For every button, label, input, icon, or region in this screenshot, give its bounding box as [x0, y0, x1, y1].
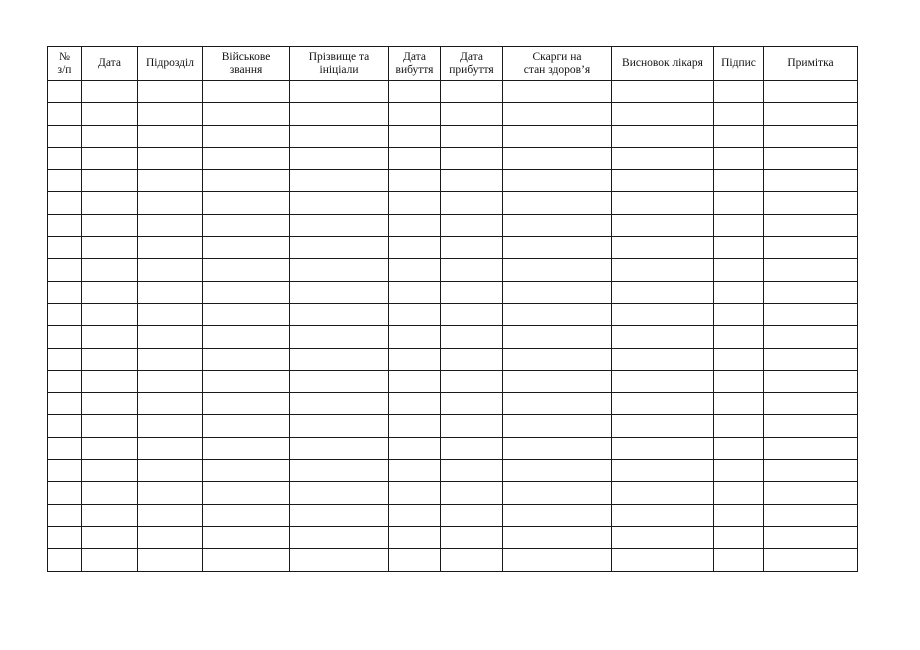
table-cell-departure[interactable]: [389, 170, 441, 192]
table-cell-note[interactable]: [764, 393, 858, 415]
table-cell-departure[interactable]: [389, 125, 441, 147]
table-cell-rank[interactable]: [203, 192, 290, 214]
column-header-label: Примітка: [787, 57, 834, 69]
table-cell-date[interactable]: [82, 482, 138, 504]
table-cell-signature[interactable]: [714, 482, 764, 504]
table-cell-date[interactable]: [82, 214, 138, 236]
table-cell-num[interactable]: [48, 326, 82, 348]
table-cell-signature[interactable]: [714, 437, 764, 459]
column-header-signature: [714, 47, 764, 81]
table-cell-num[interactable]: [48, 214, 82, 236]
table-cell-date[interactable]: [82, 147, 138, 169]
table-cell-unit[interactable]: [138, 348, 203, 370]
column-header-label: Висновок лікаря: [622, 57, 703, 69]
table-cell-name[interactable]: [290, 125, 389, 147]
table-cell-signature[interactable]: [714, 214, 764, 236]
table-cell-note[interactable]: [764, 526, 858, 548]
table-cell-departure[interactable]: [389, 192, 441, 214]
table-cell-departure[interactable]: [389, 214, 441, 236]
table-cell-num[interactable]: [48, 415, 82, 437]
column-header-rank: [203, 47, 290, 81]
table-cell-departure[interactable]: [389, 549, 441, 571]
table-cell-complaints[interactable]: [503, 370, 612, 392]
table-cell-date[interactable]: [82, 326, 138, 348]
table-cell-rank[interactable]: [203, 393, 290, 415]
table-row: [48, 125, 858, 147]
table-cell-conclusion[interactable]: [612, 370, 714, 392]
table-cell-name[interactable]: [290, 237, 389, 259]
table-cell-unit[interactable]: [138, 460, 203, 482]
table-cell-complaints[interactable]: [503, 281, 612, 303]
table-cell-signature[interactable]: [714, 326, 764, 348]
table-cell-unit[interactable]: [138, 437, 203, 459]
table-cell-complaints[interactable]: [503, 393, 612, 415]
table-cell-signature[interactable]: [714, 147, 764, 169]
table-row: [48, 237, 858, 259]
table-cell-unit[interactable]: [138, 370, 203, 392]
table-cell-name[interactable]: [290, 504, 389, 526]
table-cell-name[interactable]: [290, 147, 389, 169]
table-cell-note[interactable]: [764, 415, 858, 437]
table-cell-unit[interactable]: [138, 281, 203, 303]
table-cell-num[interactable]: [48, 103, 82, 125]
table-cell-note[interactable]: [764, 281, 858, 303]
table-cell-date[interactable]: [82, 549, 138, 571]
table-cell-arrival[interactable]: [441, 460, 503, 482]
table-cell-note[interactable]: [764, 482, 858, 504]
table-cell-conclusion[interactable]: [612, 326, 714, 348]
table-cell-name[interactable]: [290, 393, 389, 415]
table-cell-complaints[interactable]: [503, 348, 612, 370]
table-cell-signature[interactable]: [714, 549, 764, 571]
table-cell-unit[interactable]: [138, 482, 203, 504]
table-cell-date[interactable]: [82, 526, 138, 548]
table-cell-arrival[interactable]: [441, 259, 503, 281]
table-cell-num[interactable]: [48, 259, 82, 281]
table-cell-signature[interactable]: [714, 303, 764, 325]
column-header-arrival-date: [441, 47, 503, 81]
table-cell-complaints[interactable]: [503, 125, 612, 147]
table-cell-rank[interactable]: [203, 549, 290, 571]
table-cell-rank[interactable]: [203, 147, 290, 169]
table-cell-date[interactable]: [82, 170, 138, 192]
table-cell-date[interactable]: [82, 259, 138, 281]
table-row: [48, 348, 858, 370]
table-cell-name[interactable]: [290, 103, 389, 125]
table-cell-name[interactable]: [290, 281, 389, 303]
table-cell-note[interactable]: [764, 460, 858, 482]
table-cell-name[interactable]: [290, 259, 389, 281]
table-cell-rank[interactable]: [203, 504, 290, 526]
column-header-label: Дата: [98, 57, 121, 69]
column-header-departure-date: [389, 47, 441, 81]
table-cell-rank[interactable]: [203, 214, 290, 236]
table-cell-rank[interactable]: [203, 259, 290, 281]
table-cell-departure[interactable]: [389, 103, 441, 125]
table-cell-name[interactable]: [290, 326, 389, 348]
table-cell-signature[interactable]: [714, 504, 764, 526]
table-cell-num[interactable]: [48, 303, 82, 325]
table-header-row: [48, 47, 858, 81]
table-cell-rank[interactable]: [203, 526, 290, 548]
table-cell-complaints[interactable]: [503, 81, 612, 103]
table-cell-date[interactable]: [82, 103, 138, 125]
table-cell-conclusion[interactable]: [612, 549, 714, 571]
table-cell-unit[interactable]: [138, 259, 203, 281]
table-cell-arrival[interactable]: [441, 504, 503, 526]
table-cell-num[interactable]: [48, 170, 82, 192]
table-body: [48, 81, 858, 572]
column-header-label: № з/п: [57, 50, 72, 76]
table-cell-rank[interactable]: [203, 281, 290, 303]
medical-journal-table: [47, 46, 858, 572]
table-cell-arrival[interactable]: [441, 125, 503, 147]
table-cell-date[interactable]: [82, 393, 138, 415]
table-cell-unit[interactable]: [138, 504, 203, 526]
table-cell-unit[interactable]: [138, 237, 203, 259]
table-cell-signature[interactable]: [714, 192, 764, 214]
table-cell-departure[interactable]: [389, 370, 441, 392]
table-cell-rank[interactable]: [203, 415, 290, 437]
table-cell-num[interactable]: [48, 549, 82, 571]
table-cell-date[interactable]: [82, 192, 138, 214]
table-cell-departure[interactable]: [389, 303, 441, 325]
table-row: [48, 103, 858, 125]
table-cell-arrival[interactable]: [441, 348, 503, 370]
table-cell-signature[interactable]: [714, 237, 764, 259]
table-cell-num[interactable]: [48, 147, 82, 169]
table-cell-arrival[interactable]: [441, 237, 503, 259]
table-cell-complaints[interactable]: [503, 192, 612, 214]
table-cell-note[interactable]: [764, 103, 858, 125]
table-cell-conclusion[interactable]: [612, 393, 714, 415]
table-cell-date[interactable]: [82, 370, 138, 392]
table-cell-signature[interactable]: [714, 460, 764, 482]
column-header-label: Прізвище та ініціали: [308, 50, 370, 76]
table-cell-date[interactable]: [82, 348, 138, 370]
table-cell-rank[interactable]: [203, 326, 290, 348]
table-cell-departure[interactable]: [389, 348, 441, 370]
table-cell-unit[interactable]: [138, 393, 203, 415]
table-cell-note[interactable]: [764, 125, 858, 147]
table-cell-arrival[interactable]: [441, 147, 503, 169]
column-header-label: Підрозділ: [146, 57, 194, 69]
table-row: [48, 482, 858, 504]
table-cell-departure[interactable]: [389, 504, 441, 526]
table-cell-date[interactable]: [82, 303, 138, 325]
table-cell-date[interactable]: [82, 281, 138, 303]
table-row: [48, 393, 858, 415]
table-cell-signature[interactable]: [714, 170, 764, 192]
table-row: [48, 303, 858, 325]
table-cell-note[interactable]: [764, 326, 858, 348]
table-cell-departure[interactable]: [389, 147, 441, 169]
table-cell-unit[interactable]: [138, 103, 203, 125]
table-row: [48, 259, 858, 281]
table-cell-rank[interactable]: [203, 348, 290, 370]
table-cell-arrival[interactable]: [441, 281, 503, 303]
table-row: [48, 81, 858, 103]
table-cell-signature[interactable]: [714, 103, 764, 125]
table-cell-complaints[interactable]: [503, 103, 612, 125]
table-cell-conclusion[interactable]: [612, 504, 714, 526]
table-cell-note[interactable]: [764, 147, 858, 169]
table-cell-complaints[interactable]: [503, 237, 612, 259]
table-cell-num[interactable]: [48, 192, 82, 214]
column-header-name: [290, 47, 389, 81]
table-cell-name[interactable]: [290, 214, 389, 236]
table-row: [48, 147, 858, 169]
table-cell-num[interactable]: [48, 125, 82, 147]
column-header-label: Скарги на стан здоров’я: [523, 50, 591, 76]
column-header-doctor-conclusion: [612, 47, 714, 81]
table-cell-complaints[interactable]: [503, 303, 612, 325]
column-header-label: Дата прибуття: [449, 50, 494, 76]
table-cell-signature[interactable]: [714, 259, 764, 281]
table-cell-conclusion[interactable]: [612, 103, 714, 125]
table-cell-name[interactable]: [290, 348, 389, 370]
table-cell-date[interactable]: [82, 237, 138, 259]
column-header-label: Підпис: [721, 57, 756, 69]
table-cell-conclusion[interactable]: [612, 437, 714, 459]
table-cell-departure[interactable]: [389, 326, 441, 348]
table-cell-date[interactable]: [82, 460, 138, 482]
table-cell-num[interactable]: [48, 281, 82, 303]
table-cell-unit[interactable]: [138, 170, 203, 192]
table-cell-conclusion[interactable]: [612, 348, 714, 370]
table-cell-unit[interactable]: [138, 214, 203, 236]
table-cell-note[interactable]: [764, 214, 858, 236]
table-cell-note[interactable]: [764, 81, 858, 103]
table-cell-num[interactable]: [48, 482, 82, 504]
table-cell-unit[interactable]: [138, 147, 203, 169]
table-cell-departure[interactable]: [389, 415, 441, 437]
column-header-note: [764, 47, 858, 81]
table-cell-signature[interactable]: [714, 125, 764, 147]
table-cell-name[interactable]: [290, 192, 389, 214]
table-cell-conclusion[interactable]: [612, 81, 714, 103]
column-header-unit: [138, 47, 203, 81]
table-cell-arrival[interactable]: [441, 526, 503, 548]
table-cell-name[interactable]: [290, 549, 389, 571]
table-cell-date[interactable]: [82, 81, 138, 103]
table-cell-rank[interactable]: [203, 303, 290, 325]
table-cell-arrival[interactable]: [441, 393, 503, 415]
table-cell-conclusion[interactable]: [612, 482, 714, 504]
table-cell-signature[interactable]: [714, 526, 764, 548]
table-cell-complaints[interactable]: [503, 147, 612, 169]
table-cell-num[interactable]: [48, 504, 82, 526]
table-cell-name[interactable]: [290, 437, 389, 459]
table-cell-departure[interactable]: [389, 482, 441, 504]
table-cell-unit[interactable]: [138, 303, 203, 325]
table-cell-departure[interactable]: [389, 437, 441, 459]
table-cell-note[interactable]: [764, 303, 858, 325]
table-cell-arrival[interactable]: [441, 170, 503, 192]
table-cell-rank[interactable]: [203, 482, 290, 504]
table-cell-rank[interactable]: [203, 103, 290, 125]
table-cell-complaints[interactable]: [503, 482, 612, 504]
table-cell-arrival[interactable]: [441, 549, 503, 571]
table-cell-date[interactable]: [82, 504, 138, 526]
table-cell-departure[interactable]: [389, 237, 441, 259]
table-cell-signature[interactable]: [714, 415, 764, 437]
table-row: [48, 437, 858, 459]
table-cell-name[interactable]: [290, 482, 389, 504]
table-cell-num[interactable]: [48, 348, 82, 370]
table-cell-num[interactable]: [48, 460, 82, 482]
table-cell-departure[interactable]: [389, 393, 441, 415]
table-cell-departure[interactable]: [389, 526, 441, 548]
table-row: [48, 214, 858, 236]
table-cell-signature[interactable]: [714, 348, 764, 370]
table-cell-departure[interactable]: [389, 281, 441, 303]
table-cell-complaints[interactable]: [503, 170, 612, 192]
table-cell-signature[interactable]: [714, 81, 764, 103]
table-cell-complaints[interactable]: [503, 326, 612, 348]
table-cell-note[interactable]: [764, 348, 858, 370]
table-cell-note[interactable]: [764, 504, 858, 526]
table-cell-note[interactable]: [764, 170, 858, 192]
table-row: [48, 370, 858, 392]
table-cell-signature[interactable]: [714, 281, 764, 303]
table-cell-complaints[interactable]: [503, 460, 612, 482]
column-header-number: [48, 47, 82, 81]
table-cell-num[interactable]: [48, 393, 82, 415]
table-row: [48, 549, 858, 571]
table-cell-num[interactable]: [48, 437, 82, 459]
table-cell-departure[interactable]: [389, 259, 441, 281]
table-cell-rank[interactable]: [203, 81, 290, 103]
table-cell-conclusion[interactable]: [612, 415, 714, 437]
table-cell-departure[interactable]: [389, 81, 441, 103]
table-cell-note[interactable]: [764, 259, 858, 281]
table-cell-complaints[interactable]: [503, 549, 612, 571]
table-cell-signature[interactable]: [714, 370, 764, 392]
table-cell-name[interactable]: [290, 370, 389, 392]
table-row: [48, 192, 858, 214]
table-cell-name[interactable]: [290, 303, 389, 325]
table-cell-note[interactable]: [764, 237, 858, 259]
table-row: [48, 326, 858, 348]
table-cell-name[interactable]: [290, 81, 389, 103]
table-cell-name[interactable]: [290, 415, 389, 437]
table-cell-conclusion[interactable]: [612, 237, 714, 259]
table-cell-date[interactable]: [82, 415, 138, 437]
table-cell-date[interactable]: [82, 437, 138, 459]
table-cell-num[interactable]: [48, 237, 82, 259]
table-cell-arrival[interactable]: [441, 437, 503, 459]
table-cell-complaints[interactable]: [503, 437, 612, 459]
table-cell-note[interactable]: [764, 549, 858, 571]
table-cell-num[interactable]: [48, 526, 82, 548]
table-cell-rank[interactable]: [203, 460, 290, 482]
table-cell-conclusion[interactable]: [612, 125, 714, 147]
table-cell-arrival[interactable]: [441, 326, 503, 348]
table-cell-conclusion[interactable]: [612, 460, 714, 482]
table-cell-arrival[interactable]: [441, 214, 503, 236]
table-cell-num[interactable]: [48, 81, 82, 103]
table-cell-arrival[interactable]: [441, 482, 503, 504]
table-cell-unit[interactable]: [138, 125, 203, 147]
table-cell-unit[interactable]: [138, 549, 203, 571]
table-cell-complaints[interactable]: [503, 259, 612, 281]
table-cell-complaints[interactable]: [503, 504, 612, 526]
table-cell-arrival[interactable]: [441, 303, 503, 325]
table-cell-conclusion[interactable]: [612, 147, 714, 169]
table-cell-arrival[interactable]: [441, 415, 503, 437]
table-cell-complaints[interactable]: [503, 214, 612, 236]
table-row: [48, 460, 858, 482]
table-cell-unit[interactable]: [138, 81, 203, 103]
table-cell-rank[interactable]: [203, 237, 290, 259]
table-cell-arrival[interactable]: [441, 103, 503, 125]
table-row: [48, 504, 858, 526]
table-cell-signature[interactable]: [714, 393, 764, 415]
table-row: [48, 281, 858, 303]
table-cell-name[interactable]: [290, 526, 389, 548]
table-cell-unit[interactable]: [138, 326, 203, 348]
table-cell-conclusion[interactable]: [612, 214, 714, 236]
table-cell-departure[interactable]: [389, 460, 441, 482]
column-header-label: Військове звання: [221, 50, 271, 76]
table-cell-unit[interactable]: [138, 526, 203, 548]
column-header-label: Дата вибуття: [395, 50, 434, 76]
table-cell-note[interactable]: [764, 192, 858, 214]
table-cell-unit[interactable]: [138, 192, 203, 214]
table-cell-name[interactable]: [290, 170, 389, 192]
table-cell-note[interactable]: [764, 370, 858, 392]
table-cell-rank[interactable]: [203, 125, 290, 147]
table-cell-complaints[interactable]: [503, 526, 612, 548]
table-cell-name[interactable]: [290, 460, 389, 482]
table-cell-arrival[interactable]: [441, 192, 503, 214]
table-cell-conclusion[interactable]: [612, 526, 714, 548]
column-header-date: [82, 47, 138, 81]
table-cell-rank[interactable]: [203, 370, 290, 392]
table-row: [48, 415, 858, 437]
table-cell-conclusion[interactable]: [612, 192, 714, 214]
table-cell-complaints[interactable]: [503, 415, 612, 437]
table-cell-arrival[interactable]: [441, 81, 503, 103]
table-cell-conclusion[interactable]: [612, 170, 714, 192]
table-cell-note[interactable]: [764, 437, 858, 459]
table-cell-conclusion[interactable]: [612, 303, 714, 325]
table-row: [48, 526, 858, 548]
table-cell-rank[interactable]: [203, 170, 290, 192]
table-cell-conclusion[interactable]: [612, 281, 714, 303]
table-row: [48, 170, 858, 192]
column-header-complaints: [503, 47, 612, 81]
table-cell-conclusion[interactable]: [612, 259, 714, 281]
table-cell-num[interactable]: [48, 370, 82, 392]
table-cell-unit[interactable]: [138, 415, 203, 437]
table-cell-arrival[interactable]: [441, 370, 503, 392]
table-cell-rank[interactable]: [203, 437, 290, 459]
table-cell-date[interactable]: [82, 125, 138, 147]
